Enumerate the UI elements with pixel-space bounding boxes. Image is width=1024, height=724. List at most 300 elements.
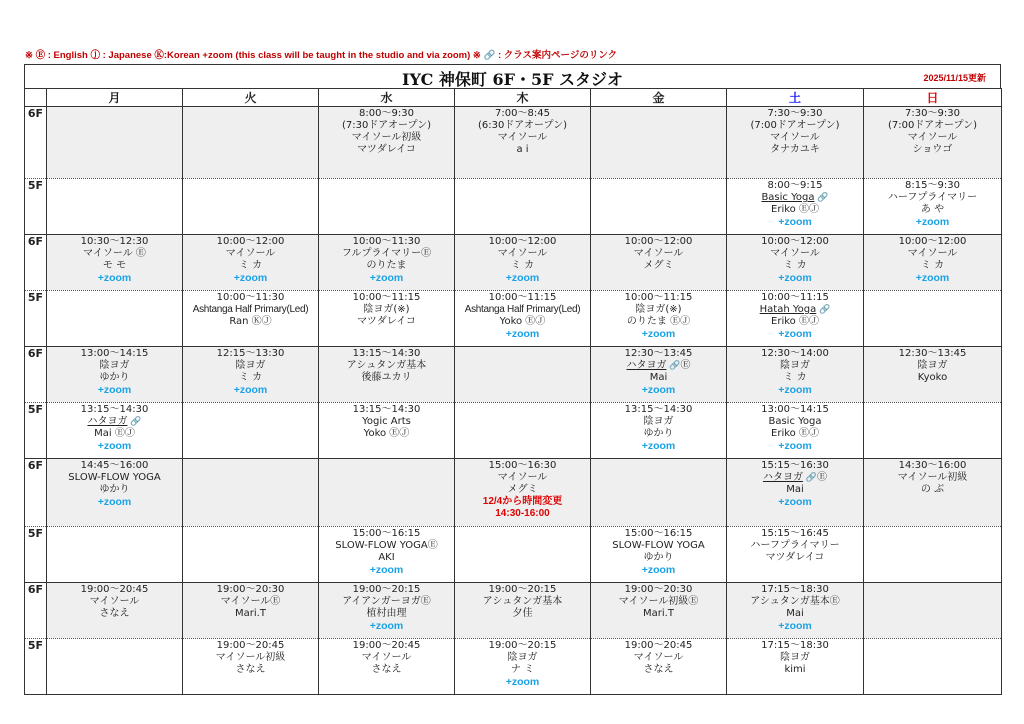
- class-time: 19:00～20:45: [216, 640, 285, 651]
- class-name-line: [455, 472, 590, 484]
- class-entry: [183, 639, 318, 676]
- empty-cell: [864, 403, 1002, 459]
- class-name-line: [727, 596, 863, 608]
- class-time: 19:00～20:30: [216, 584, 285, 595]
- teacher-name: Eriko ⒺⒿ: [771, 204, 819, 215]
- class-cell: [864, 235, 1002, 291]
- empty-cell: [183, 107, 319, 179]
- teacher-name: のりたま ⒺⒿ: [626, 316, 691, 327]
- empty-cell: [183, 459, 319, 527]
- class-time: 10:00～12:00: [624, 236, 693, 247]
- class-entry: [864, 107, 1001, 156]
- empty-cell: [183, 179, 319, 235]
- teacher-name: ゆかり: [643, 552, 674, 563]
- class-name-link[interactable]: ハタヨガ: [626, 360, 667, 371]
- empty-cell: [319, 179, 455, 235]
- class-entry: [455, 107, 590, 156]
- class-entry: [591, 347, 726, 396]
- class-time: 7:30～9:30: [905, 108, 960, 119]
- class-name-line[interactable]: [47, 416, 182, 428]
- class-entry: [183, 291, 318, 328]
- class-time: 19:00～20:45: [352, 640, 421, 651]
- class-name-line: [319, 304, 454, 316]
- class-cell: [319, 235, 455, 291]
- zoom-badge: +zoom: [369, 272, 404, 284]
- class-name-line: [455, 304, 590, 316]
- class-name-link[interactable]: Basic Yoga: [761, 192, 815, 203]
- zoom-badge: +zoom: [505, 272, 540, 284]
- class-entry: [727, 639, 863, 676]
- class-time: 7:30～9:30: [767, 108, 823, 119]
- class-name: SLOW-FLOW YOGAⒺ: [335, 540, 438, 551]
- class-entry: [319, 403, 454, 440]
- teacher-name: モ モ: [102, 260, 127, 271]
- teacher-name: a i: [516, 144, 529, 155]
- teacher-name: Mai: [649, 372, 668, 383]
- class-name-line: [727, 416, 863, 428]
- schedule-row-5f: [25, 403, 1002, 459]
- class-entry: [591, 235, 726, 272]
- class-name-line: [319, 596, 454, 608]
- class-time: 17:15～18:30: [761, 584, 829, 595]
- class-name-line[interactable]: [591, 360, 726, 372]
- class-name: 陰ヨガ(※): [635, 304, 682, 315]
- class-time: 15:00～16:30: [488, 460, 557, 471]
- class-name-line: [864, 132, 1001, 144]
- class-name: フルプライマリーⒺ: [341, 248, 432, 259]
- class-name: Ashtanga Half Primary(Led): [464, 304, 581, 315]
- zoom-badge: +zoom: [778, 620, 812, 632]
- schedule-row-5f: [25, 179, 1002, 235]
- class-name-line: [591, 304, 726, 316]
- class-cell: [727, 527, 864, 583]
- zoom-badge: +zoom: [233, 384, 268, 396]
- class-time: 8:00～9:15: [767, 180, 823, 191]
- teacher-name: の ぶ: [920, 484, 945, 495]
- class-time: 13:15～14:30: [352, 348, 421, 359]
- class-cell: [864, 107, 1002, 179]
- schedule-row-5f: [25, 291, 1002, 347]
- zoom-badge: +zoom: [915, 272, 950, 284]
- class-cell: [727, 459, 864, 527]
- class-entry: [455, 639, 590, 688]
- schedule-row-6f: [25, 459, 1002, 527]
- class-name-line: [864, 192, 1001, 204]
- class-cell: [47, 235, 183, 291]
- class-cell: [319, 583, 455, 639]
- zoom-badge: +zoom: [641, 384, 676, 396]
- teacher-name: ミ カ: [238, 260, 263, 271]
- class-cell: [591, 347, 727, 403]
- class-time: 15:00～16:15: [352, 528, 421, 539]
- class-name-line: [319, 248, 454, 260]
- empty-cell: [864, 291, 1002, 347]
- zoom-badge: +zoom: [915, 216, 950, 228]
- class-entry: [47, 459, 182, 508]
- class-entry: [727, 291, 863, 340]
- class-time: 12:30～13:45: [624, 348, 693, 359]
- zoom-badge: +zoom: [778, 328, 812, 340]
- day-wed: 水: [319, 89, 455, 107]
- class-time: 13:00～14:15: [761, 404, 829, 415]
- day-tue: 火: [183, 89, 319, 107]
- class-cell: [47, 347, 183, 403]
- class-cell: [455, 639, 591, 695]
- class-time: 12:15～13:30: [216, 348, 285, 359]
- teacher-name: さなえ: [235, 664, 266, 675]
- class-cell: [183, 235, 319, 291]
- class-name-line[interactable]: [727, 192, 863, 204]
- class-cell: [727, 583, 864, 639]
- class-entry: [727, 459, 863, 508]
- class-time: 19:00～20:45: [624, 640, 693, 651]
- class-cell: [183, 291, 319, 347]
- class-name: マイソール: [497, 472, 548, 483]
- class-cell: [727, 639, 864, 695]
- class-name: マイソール: [497, 132, 548, 143]
- teacher-name: ミ カ: [920, 260, 945, 271]
- floor-label: 6F: [25, 459, 47, 527]
- class-name-link[interactable]: Hatah Yoga: [759, 304, 817, 315]
- class-name: 陰ヨガ: [643, 416, 674, 427]
- class-name-line: [727, 132, 863, 144]
- empty-cell: [183, 527, 319, 583]
- class-time: 13:15～14:30: [352, 404, 421, 415]
- day-mon: 月: [47, 89, 183, 107]
- class-entry: [864, 179, 1001, 228]
- class-cell: [591, 403, 727, 459]
- teacher-name: さなえ: [99, 608, 130, 619]
- teacher-name: Yoko ⒺⒿ: [363, 428, 410, 439]
- class-entry: [727, 583, 863, 632]
- class-time: 10:00～11:15: [624, 292, 693, 303]
- class-time: 10:30～12:30: [80, 236, 149, 247]
- class-entry: [319, 347, 454, 384]
- class-name-line: [727, 360, 863, 372]
- teacher-name: 植村由理: [366, 608, 407, 619]
- zoom-badge: +zoom: [97, 384, 132, 396]
- class-name: 陰ヨガ: [99, 360, 130, 371]
- floor-label: 6F: [25, 347, 47, 403]
- link-icon[interactable]: 🔗: [816, 305, 831, 315]
- class-entry: [591, 583, 726, 620]
- empty-cell: [47, 291, 183, 347]
- class-time: 12:30～13:45: [898, 348, 967, 359]
- class-name: アシュタンガ基本: [346, 360, 427, 371]
- class-cell: [455, 107, 591, 179]
- class-cell: [319, 107, 455, 179]
- class-entry: [864, 459, 1001, 496]
- zoom-badge: +zoom: [778, 440, 812, 452]
- teacher-name: Yoko ⒺⒿ: [499, 316, 546, 327]
- class-cell: [455, 459, 591, 527]
- teacher-name: タナカユキ: [770, 144, 820, 155]
- class-name-line: [319, 360, 454, 372]
- class-cell: [47, 459, 183, 527]
- class-name-line[interactable]: [727, 304, 863, 316]
- empty-cell: [47, 639, 183, 695]
- class-name: マイソール初級: [351, 132, 422, 143]
- class-entry: [183, 235, 318, 284]
- teacher-name: あ や: [920, 204, 945, 215]
- class-cell: [183, 583, 319, 639]
- empty-cell: [864, 583, 1002, 639]
- class-name-line: [319, 652, 454, 664]
- schedule-header: [24, 64, 1001, 88]
- class-time: 7:00～8:45: [495, 108, 550, 119]
- class-name-line: [455, 596, 590, 608]
- teacher-name: Mai: [786, 484, 804, 495]
- class-cell: [591, 583, 727, 639]
- class-cell: [591, 639, 727, 695]
- zoom-badge: +zoom: [369, 620, 404, 632]
- legend: ※ Ⓔ : English ⓙ : Japanese Ⓚ:Korean +zoom (this class will be taught in the studio and via zoom) ※ 🔗 : クラス案内ページのリンク: [25, 50, 618, 61]
- class-name: マイソール初級Ⓔ: [618, 596, 699, 607]
- class-entry: [47, 347, 182, 396]
- empty-cell: [455, 347, 591, 403]
- class-cell: [864, 459, 1002, 527]
- class-name: アシュタンガ基本: [482, 596, 563, 607]
- zoom-badge: +zoom: [233, 272, 268, 284]
- class-cell: [727, 179, 864, 235]
- teacher-name: Mari.T: [643, 608, 674, 619]
- zoom-badge: +zoom: [97, 272, 132, 284]
- teacher-name: Mari.T: [235, 608, 266, 619]
- teacher-name: ナ ミ: [510, 664, 535, 675]
- class-name: マイソール Ⓔ: [83, 248, 146, 259]
- teacher-name: のりたま: [366, 260, 407, 271]
- zoom-badge: +zoom: [778, 496, 812, 508]
- class-time: 13:15～14:30: [624, 404, 693, 415]
- teacher-name: ミ カ: [510, 260, 535, 271]
- floor-label: 5F: [25, 291, 47, 347]
- zoom-badge: +zoom: [505, 676, 540, 688]
- class-entry: [727, 235, 863, 284]
- class-time: 10:00～11:15: [488, 292, 557, 303]
- class-name: マイソール: [633, 248, 684, 259]
- schedule-row-5f: [25, 527, 1002, 583]
- teacher-name: マツダレイコ: [765, 552, 825, 563]
- class-name-line: [591, 540, 726, 552]
- class-name-link[interactable]: ハタヨガ: [87, 416, 128, 427]
- class-cell: [591, 527, 727, 583]
- door-open-note: (7:00ドアオープン): [888, 120, 977, 131]
- class-cell: [319, 291, 455, 347]
- class-entry: [864, 235, 1001, 284]
- class-name-line: [47, 596, 182, 608]
- class-entry: [727, 527, 863, 564]
- zoom-badge: +zoom: [97, 440, 132, 452]
- zoom-badge: +zoom: [641, 564, 676, 576]
- empty-cell: [591, 107, 727, 179]
- class-cell: [455, 583, 591, 639]
- class-name: SLOW-FLOW YOGA: [68, 472, 161, 483]
- class-time: 17:15～18:30: [761, 640, 829, 651]
- class-cell: [864, 347, 1002, 403]
- class-cell: [727, 107, 864, 179]
- zoom-badge: +zoom: [778, 272, 812, 284]
- empty-cell: [47, 527, 183, 583]
- class-entry: [591, 291, 726, 340]
- class-entry: [591, 403, 726, 452]
- class-name: 陰ヨガ: [780, 360, 810, 371]
- class-name: 陰ヨガ(※): [363, 304, 410, 315]
- class-name-line: [47, 472, 182, 484]
- schedule-body: [25, 107, 1002, 695]
- class-entry: [727, 347, 863, 396]
- class-entry: [319, 583, 454, 632]
- class-name: マイソール初級: [897, 472, 968, 483]
- class-cell: [47, 583, 183, 639]
- class-name: 陰ヨガ: [235, 360, 266, 371]
- zoom-badge: +zoom: [369, 564, 404, 576]
- class-name-line: [727, 652, 863, 664]
- empty-cell: [319, 459, 455, 527]
- class-name-line: [591, 248, 726, 260]
- class-name: マイソール: [770, 248, 820, 259]
- empty-cell: [864, 527, 1002, 583]
- class-name: ハーフプライマリー: [887, 192, 978, 203]
- teacher-name: ミ カ: [238, 372, 263, 383]
- link-icon[interactable]: 🔗: [814, 193, 829, 203]
- class-entry: [319, 639, 454, 676]
- class-name-line: [183, 248, 318, 260]
- class-time: 10:00～12:00: [898, 236, 967, 247]
- floor-label: 6F: [25, 583, 47, 639]
- class-entry: [727, 403, 863, 452]
- class-entry: [319, 291, 454, 328]
- teacher-name: ゆかり: [99, 484, 130, 495]
- class-name-line: [591, 652, 726, 664]
- class-entry: [591, 639, 726, 676]
- class-entry: [47, 583, 182, 620]
- class-name-line: [183, 596, 318, 608]
- day-sun: 日: [864, 89, 1002, 107]
- teacher-name: Mai: [786, 608, 804, 619]
- class-name-line: [727, 540, 863, 552]
- class-time: 10:00～11:30: [352, 236, 421, 247]
- class-cell: [319, 527, 455, 583]
- floor-label: 5F: [25, 639, 47, 695]
- class-name-line: [47, 360, 182, 372]
- class-time: 12:30～14:00: [761, 348, 829, 359]
- class-cell: [727, 235, 864, 291]
- class-entry: [183, 583, 318, 620]
- class-time: 10:00～11:15: [352, 292, 421, 303]
- teacher-name: Kyoko: [917, 372, 948, 383]
- schedule-row-5f: [25, 639, 1002, 695]
- schedule-table: [24, 88, 1002, 695]
- link-icon[interactable]: 🔗: [802, 473, 818, 483]
- class-name: マイソール: [633, 652, 684, 663]
- class-cell: [455, 291, 591, 347]
- schedule-row-6f: [25, 107, 1002, 179]
- schedule-change-note: 14:30-16:00: [495, 508, 550, 519]
- teacher-name: ミ カ: [783, 260, 807, 271]
- class-time: 15:00～16:15: [624, 528, 693, 539]
- teacher-name: Mai ⒺⒿ: [94, 428, 135, 439]
- class-time: 10:00～12:00: [216, 236, 285, 247]
- empty-cell: [864, 639, 1002, 695]
- class-name-line: [183, 652, 318, 664]
- class-cell: [455, 235, 591, 291]
- zoom-badge: +zoom: [778, 384, 812, 396]
- class-entry: [727, 179, 863, 228]
- zoom-badge: +zoom: [97, 496, 132, 508]
- class-name-line: [183, 360, 318, 372]
- class-entry: [455, 459, 590, 520]
- class-name-line[interactable]: [727, 472, 863, 484]
- class-time: 15:15～16:45: [761, 528, 829, 539]
- day-thu: 木: [455, 89, 591, 107]
- link-icon[interactable]: 🔗: [127, 417, 142, 427]
- class-entry: [455, 291, 590, 340]
- class-time: 8:15～9:30: [905, 180, 960, 191]
- class-entry: [591, 527, 726, 576]
- class-cell: [183, 347, 319, 403]
- teacher-name: ミ カ: [783, 372, 807, 383]
- class-name-line: [319, 132, 454, 144]
- class-time: 19:00～20:15: [488, 584, 557, 595]
- class-name: マイソール: [361, 652, 412, 663]
- class-time: 19:00～20:30: [624, 584, 693, 595]
- class-name-line: [591, 596, 726, 608]
- class-name: マイソール: [907, 248, 958, 259]
- class-time: 10:00～11:15: [761, 292, 829, 303]
- class-name: Ashtanga Half Primary(Led): [192, 304, 309, 315]
- class-cell: [727, 347, 864, 403]
- class-time: 10:00～12:00: [761, 236, 829, 247]
- floor-label: 5F: [25, 527, 47, 583]
- page-title: IYC 神保町 6F・5F スタジオ: [401, 70, 624, 89]
- class-cell: [319, 639, 455, 695]
- class-cell: [319, 347, 455, 403]
- class-entry: [47, 235, 182, 284]
- corner-cell: [25, 89, 47, 107]
- link-icon[interactable]: 🔗: [666, 361, 681, 371]
- zoom-badge: +zoom: [778, 216, 812, 228]
- class-time: 8:00～9:30: [359, 108, 414, 119]
- empty-cell: [47, 107, 183, 179]
- teacher-name: 後藤ユカリ: [361, 372, 412, 383]
- class-name: 陰ヨガ: [780, 652, 810, 663]
- teacher-name: メグミ: [507, 484, 538, 495]
- class-name-line: [183, 304, 318, 316]
- empty-cell: [455, 527, 591, 583]
- class-name-line: [455, 652, 590, 664]
- class-name: マイソール: [225, 248, 276, 259]
- class-cell: [183, 639, 319, 695]
- class-time: 19:00～20:45: [80, 584, 149, 595]
- empty-cell: [183, 403, 319, 459]
- class-cell: [727, 403, 864, 459]
- class-time: 13:00～14:15: [80, 348, 149, 359]
- class-name-line: [727, 248, 863, 260]
- teacher-name: kimi: [784, 664, 806, 675]
- class-time: 15:15～16:30: [761, 460, 829, 471]
- class-name: Yogic Arts: [362, 416, 411, 427]
- class-name: マイソールⒺ: [220, 596, 281, 607]
- class-name-line: [864, 248, 1001, 260]
- schedule-row-6f: [25, 583, 1002, 639]
- class-name-link[interactable]: ハタヨガ: [762, 472, 803, 483]
- class-name: マイソール: [497, 248, 548, 259]
- class-name-line: [455, 248, 590, 260]
- class-cell: [591, 235, 727, 291]
- door-open-note: (6:30ドアオープン): [478, 120, 567, 131]
- zoom-badge: +zoom: [505, 328, 540, 340]
- class-cell: [47, 403, 183, 459]
